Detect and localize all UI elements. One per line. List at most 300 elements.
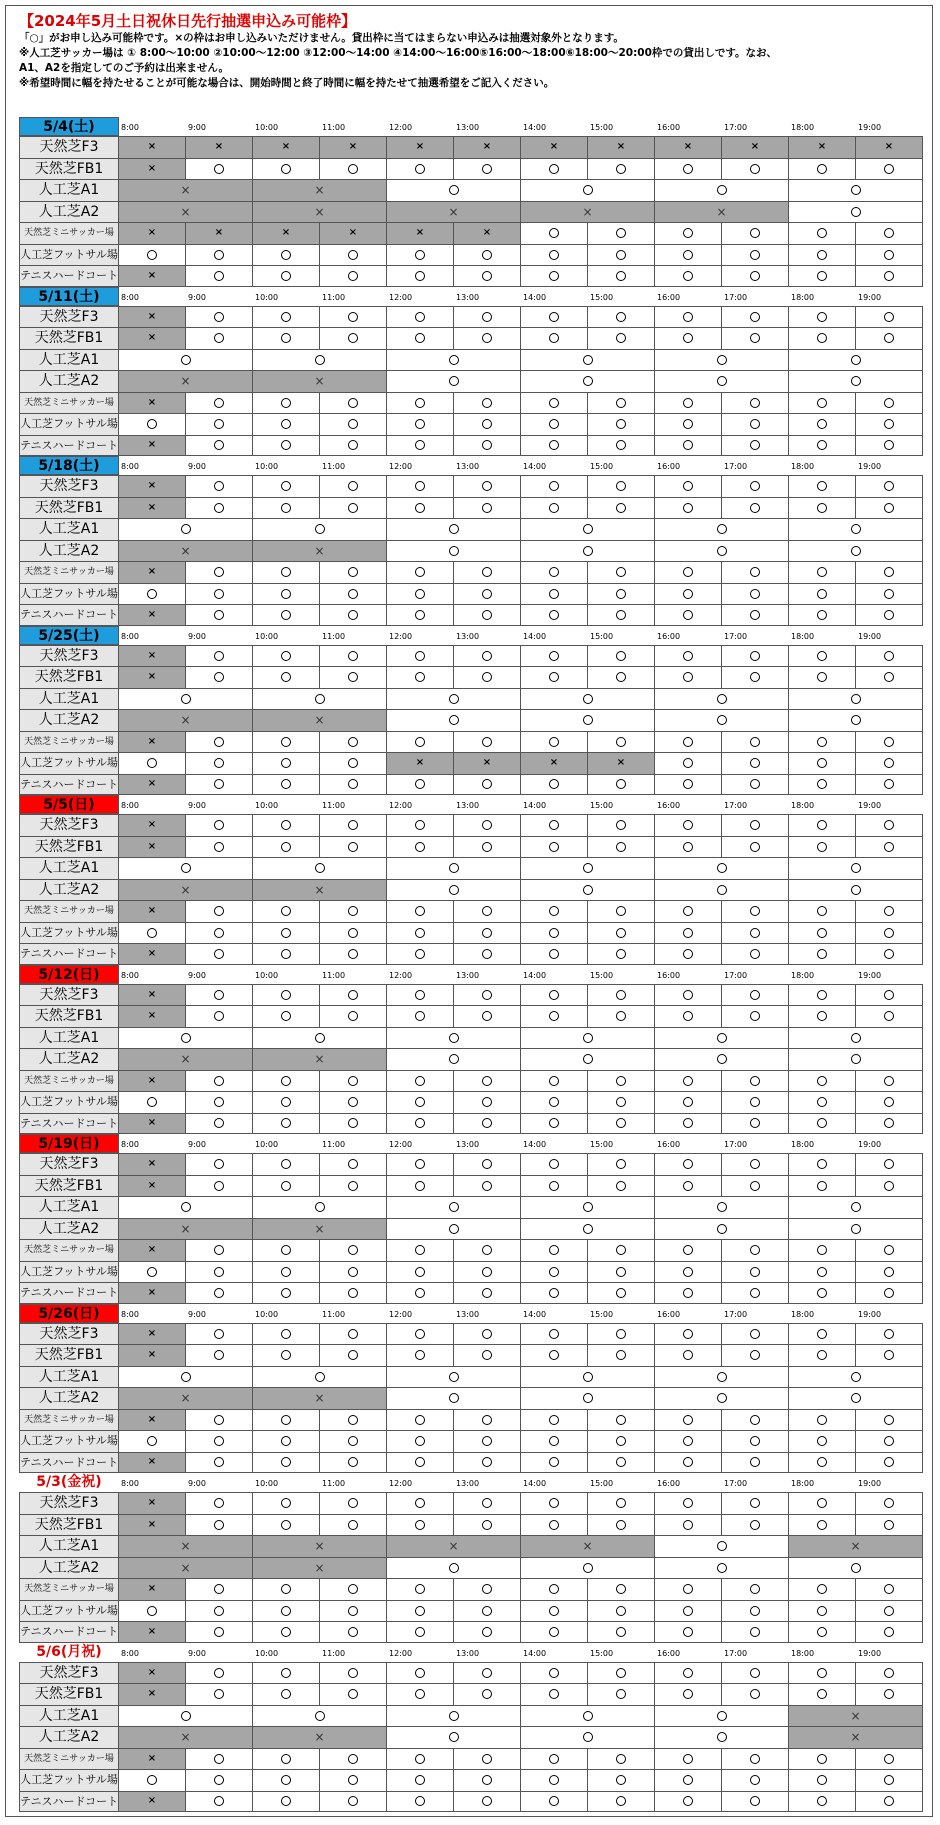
- slot-cell[interactable]: [789, 1240, 856, 1261]
- slot-cell[interactable]: [253, 858, 387, 879]
- slot-cell[interactable]: [320, 1114, 387, 1134]
- slot-cell[interactable]: [387, 646, 454, 667]
- slot-cell[interactable]: [722, 1431, 789, 1452]
- slot-cell[interactable]: [387, 667, 454, 688]
- slot-cell[interactable]: [387, 1345, 454, 1366]
- slot-cell[interactable]: [186, 1579, 253, 1600]
- slot-cell[interactable]: [387, 901, 454, 922]
- slot-cell[interactable]: [789, 414, 856, 435]
- slot-cell[interactable]: [387, 350, 521, 371]
- slot-cell[interactable]: [655, 858, 789, 879]
- slot-cell[interactable]: [521, 223, 588, 244]
- slot-cell[interactable]: [320, 1622, 387, 1642]
- slot-cell[interactable]: [789, 775, 856, 795]
- slot-cell[interactable]: [789, 732, 856, 753]
- slot-cell[interactable]: [856, 1601, 923, 1622]
- slot-cell[interactable]: [856, 837, 923, 858]
- slot-cell[interactable]: [722, 1071, 789, 1092]
- slot-cell[interactable]: [588, 667, 655, 688]
- slot-cell[interactable]: [655, 1367, 789, 1388]
- slot-cell[interactable]: [789, 837, 856, 858]
- slot-cell[interactable]: [789, 180, 923, 201]
- slot-cell[interactable]: [789, 350, 923, 371]
- slot-cell[interactable]: [655, 837, 722, 858]
- slot-cell[interactable]: [320, 266, 387, 286]
- slot-cell[interactable]: [789, 1749, 856, 1770]
- slot-cell[interactable]: [454, 732, 521, 753]
- slot-cell[interactable]: [521, 1324, 588, 1345]
- slot-cell[interactable]: [387, 1515, 454, 1536]
- slot-cell[interactable]: [253, 1601, 320, 1622]
- slot-cell[interactable]: [588, 1792, 655, 1812]
- slot-cell[interactable]: [722, 1154, 789, 1175]
- slot-cell[interactable]: [119, 1197, 253, 1218]
- slot-cell[interactable]: [387, 159, 454, 180]
- slot-cell[interactable]: [387, 1579, 454, 1600]
- slot-cell[interactable]: [320, 1515, 387, 1536]
- slot-cell[interactable]: [186, 1663, 253, 1684]
- slot-cell[interactable]: [722, 1176, 789, 1197]
- slot-cell[interactable]: [588, 1410, 655, 1431]
- slot-cell[interactable]: [521, 901, 588, 922]
- slot-cell[interactable]: [253, 1706, 387, 1727]
- slot-cell[interactable]: [253, 944, 320, 964]
- slot-cell[interactable]: [655, 1515, 722, 1536]
- slot-cell[interactable]: [722, 1283, 789, 1303]
- slot-cell[interactable]: [789, 923, 856, 944]
- slot-cell[interactable]: [588, 1515, 655, 1536]
- slot-cell[interactable]: [253, 775, 320, 795]
- slot-cell[interactable]: [454, 1579, 521, 1600]
- slot-cell[interactable]: [253, 562, 320, 583]
- slot-cell[interactable]: [186, 944, 253, 964]
- slot-cell[interactable]: [655, 223, 722, 244]
- slot-cell[interactable]: [320, 1006, 387, 1027]
- slot-cell[interactable]: [856, 1092, 923, 1113]
- slot-cell[interactable]: [320, 1431, 387, 1452]
- slot-cell[interactable]: [655, 1388, 789, 1409]
- slot-cell[interactable]: [521, 1071, 588, 1092]
- slot-cell[interactable]: [856, 1410, 923, 1431]
- slot-cell[interactable]: [722, 1092, 789, 1113]
- slot-cell[interactable]: [856, 498, 923, 519]
- slot-cell[interactable]: [387, 1388, 521, 1409]
- slot-cell[interactable]: [387, 1240, 454, 1261]
- slot-cell[interactable]: [521, 775, 588, 795]
- slot-cell[interactable]: [454, 414, 521, 435]
- slot-cell[interactable]: [789, 1558, 923, 1579]
- slot-cell[interactable]: [454, 1410, 521, 1431]
- slot-cell[interactable]: [789, 646, 856, 667]
- slot-cell[interactable]: [655, 880, 789, 901]
- slot-cell[interactable]: [387, 371, 521, 392]
- slot-cell[interactable]: [387, 180, 521, 201]
- slot-cell[interactable]: [722, 1601, 789, 1622]
- slot-cell[interactable]: [789, 328, 856, 349]
- slot-cell[interactable]: [655, 1283, 722, 1303]
- slot-cell[interactable]: [320, 1601, 387, 1622]
- slot-cell[interactable]: [722, 414, 789, 435]
- slot-cell[interactable]: [387, 985, 454, 1006]
- slot-cell[interactable]: [320, 498, 387, 519]
- slot-cell[interactable]: [789, 1324, 856, 1345]
- slot-cell[interactable]: [856, 393, 923, 414]
- slot-cell[interactable]: [789, 689, 923, 710]
- slot-cell[interactable]: [119, 1770, 186, 1791]
- slot-cell[interactable]: [320, 1684, 387, 1705]
- slot-cell[interactable]: [387, 1176, 454, 1197]
- slot-cell[interactable]: [588, 605, 655, 625]
- slot-cell[interactable]: [253, 837, 320, 858]
- slot-cell[interactable]: [655, 371, 789, 392]
- slot-cell[interactable]: [588, 1684, 655, 1705]
- slot-cell[interactable]: [655, 1706, 789, 1727]
- slot-cell[interactable]: [521, 815, 588, 836]
- slot-cell[interactable]: [856, 1283, 923, 1303]
- slot-cell[interactable]: [454, 985, 521, 1006]
- slot-cell[interactable]: [521, 414, 588, 435]
- slot-cell[interactable]: [454, 646, 521, 667]
- slot-cell[interactable]: [387, 1453, 454, 1473]
- slot-cell[interactable]: [789, 1049, 923, 1070]
- slot-cell[interactable]: [789, 1262, 856, 1283]
- slot-cell[interactable]: [521, 245, 588, 266]
- slot-cell[interactable]: [722, 646, 789, 667]
- slot-cell[interactable]: [856, 1176, 923, 1197]
- slot-cell[interactable]: [253, 436, 320, 456]
- slot-cell[interactable]: [722, 1515, 789, 1536]
- slot-cell[interactable]: [387, 245, 454, 266]
- slot-cell[interactable]: [789, 1028, 923, 1049]
- slot-cell[interactable]: [320, 1345, 387, 1366]
- slot-cell[interactable]: [387, 436, 454, 456]
- slot-cell[interactable]: [722, 837, 789, 858]
- slot-cell[interactable]: [856, 436, 923, 456]
- slot-cell[interactable]: [789, 1663, 856, 1684]
- slot-cell[interactable]: [588, 1749, 655, 1770]
- slot-cell[interactable]: [521, 646, 588, 667]
- slot-cell[interactable]: [655, 1431, 722, 1452]
- slot-cell[interactable]: [119, 245, 186, 266]
- slot-cell[interactable]: [521, 1601, 588, 1622]
- slot-cell[interactable]: [588, 1579, 655, 1600]
- slot-cell[interactable]: [387, 1114, 454, 1134]
- slot-cell[interactable]: [856, 1431, 923, 1452]
- slot-cell[interactable]: [387, 815, 454, 836]
- slot-cell[interactable]: [789, 1219, 923, 1240]
- slot-cell[interactable]: [655, 541, 789, 562]
- slot-cell[interactable]: [119, 1092, 186, 1113]
- slot-cell[interactable]: [722, 667, 789, 688]
- slot-cell[interactable]: [655, 584, 722, 605]
- slot-cell[interactable]: [588, 1770, 655, 1791]
- slot-cell[interactable]: [186, 753, 253, 774]
- slot-cell[interactable]: [387, 1262, 454, 1283]
- slot-cell[interactable]: [722, 266, 789, 286]
- slot-cell[interactable]: [722, 944, 789, 964]
- slot-cell[interactable]: [789, 476, 856, 497]
- slot-cell[interactable]: [387, 880, 521, 901]
- slot-cell[interactable]: [320, 923, 387, 944]
- slot-cell[interactable]: [655, 1493, 722, 1514]
- slot-cell[interactable]: [320, 985, 387, 1006]
- slot-cell[interactable]: [454, 1684, 521, 1705]
- slot-cell[interactable]: [722, 1240, 789, 1261]
- slot-cell[interactable]: [588, 646, 655, 667]
- slot-cell[interactable]: [655, 710, 789, 731]
- slot-cell[interactable]: [722, 1663, 789, 1684]
- slot-cell[interactable]: [253, 519, 387, 540]
- slot-cell[interactable]: [253, 753, 320, 774]
- slot-cell[interactable]: [320, 837, 387, 858]
- slot-cell[interactable]: [856, 732, 923, 753]
- slot-cell[interactable]: [722, 1770, 789, 1791]
- slot-cell[interactable]: [387, 519, 521, 540]
- slot-cell[interactable]: [521, 605, 588, 625]
- slot-cell[interactable]: [856, 159, 923, 180]
- slot-cell[interactable]: [789, 245, 856, 266]
- slot-cell[interactable]: [655, 689, 789, 710]
- slot-cell[interactable]: [856, 1663, 923, 1684]
- slot-cell[interactable]: [722, 753, 789, 774]
- slot-cell[interactable]: [722, 328, 789, 349]
- slot-cell[interactable]: [186, 1262, 253, 1283]
- slot-cell[interactable]: [789, 393, 856, 414]
- slot-cell[interactable]: [387, 689, 521, 710]
- slot-cell[interactable]: [655, 1770, 722, 1791]
- slot-cell[interactable]: [320, 159, 387, 180]
- slot-cell[interactable]: [320, 1240, 387, 1261]
- slot-cell[interactable]: [789, 1114, 856, 1134]
- slot-cell[interactable]: [253, 1197, 387, 1218]
- slot-cell[interactable]: [655, 1684, 722, 1705]
- slot-cell[interactable]: [186, 414, 253, 435]
- slot-cell[interactable]: [387, 1324, 454, 1345]
- slot-cell[interactable]: [454, 1154, 521, 1175]
- slot-cell[interactable]: [454, 605, 521, 625]
- slot-cell[interactable]: [789, 1345, 856, 1366]
- slot-cell[interactable]: [186, 1770, 253, 1791]
- slot-cell[interactable]: [387, 775, 454, 795]
- slot-cell[interactable]: [856, 1749, 923, 1770]
- slot-cell[interactable]: [856, 1114, 923, 1134]
- slot-cell[interactable]: [789, 605, 856, 625]
- slot-cell[interactable]: [387, 1770, 454, 1791]
- slot-cell[interactable]: [588, 266, 655, 286]
- slot-cell[interactable]: [588, 837, 655, 858]
- slot-cell[interactable]: [454, 393, 521, 414]
- slot-cell[interactable]: [722, 476, 789, 497]
- slot-cell[interactable]: [253, 1579, 320, 1600]
- slot-cell[interactable]: [856, 1453, 923, 1473]
- slot-cell[interactable]: [387, 562, 454, 583]
- slot-cell[interactable]: [320, 775, 387, 795]
- slot-cell[interactable]: [655, 1154, 722, 1175]
- slot-cell[interactable]: [320, 393, 387, 414]
- slot-cell[interactable]: [253, 1154, 320, 1175]
- slot-cell[interactable]: [588, 1154, 655, 1175]
- slot-cell[interactable]: [253, 985, 320, 1006]
- slot-cell[interactable]: [789, 1622, 856, 1642]
- slot-cell[interactable]: [186, 1431, 253, 1452]
- slot-cell[interactable]: [521, 923, 588, 944]
- slot-cell[interactable]: [655, 307, 722, 328]
- slot-cell[interactable]: [454, 1749, 521, 1770]
- slot-cell[interactable]: [253, 1324, 320, 1345]
- slot-cell[interactable]: [655, 266, 722, 286]
- slot-cell[interactable]: [454, 476, 521, 497]
- slot-cell[interactable]: [521, 1262, 588, 1283]
- slot-cell[interactable]: [789, 266, 856, 286]
- slot-cell[interactable]: [521, 710, 655, 731]
- slot-cell[interactable]: [722, 605, 789, 625]
- slot-cell[interactable]: [253, 393, 320, 414]
- slot-cell[interactable]: [588, 393, 655, 414]
- slot-cell[interactable]: [186, 646, 253, 667]
- slot-cell[interactable]: [521, 1197, 655, 1218]
- slot-cell[interactable]: [454, 1176, 521, 1197]
- slot-cell[interactable]: [387, 1197, 521, 1218]
- slot-cell[interactable]: [789, 858, 923, 879]
- slot-cell[interactable]: [454, 1071, 521, 1092]
- slot-cell[interactable]: [722, 732, 789, 753]
- slot-cell[interactable]: [253, 1770, 320, 1791]
- slot-cell[interactable]: [521, 1727, 655, 1748]
- slot-cell[interactable]: [856, 476, 923, 497]
- slot-cell[interactable]: [454, 775, 521, 795]
- slot-cell[interactable]: [521, 307, 588, 328]
- slot-cell[interactable]: [253, 328, 320, 349]
- slot-cell[interactable]: [320, 1283, 387, 1303]
- slot-cell[interactable]: [387, 1006, 454, 1027]
- slot-cell[interactable]: [186, 328, 253, 349]
- slot-cell[interactable]: [856, 1515, 923, 1536]
- slot-cell[interactable]: [521, 562, 588, 583]
- slot-cell[interactable]: [588, 1324, 655, 1345]
- slot-cell[interactable]: [588, 1176, 655, 1197]
- slot-cell[interactable]: [521, 159, 588, 180]
- slot-cell[interactable]: [856, 985, 923, 1006]
- slot-cell[interactable]: [655, 562, 722, 583]
- slot-cell[interactable]: [253, 732, 320, 753]
- slot-cell[interactable]: [655, 350, 789, 371]
- slot-cell[interactable]: [521, 985, 588, 1006]
- slot-cell[interactable]: [253, 1749, 320, 1770]
- slot-cell[interactable]: [588, 562, 655, 583]
- slot-cell[interactable]: [119, 350, 253, 371]
- slot-cell[interactable]: [454, 1792, 521, 1812]
- slot-cell[interactable]: [186, 393, 253, 414]
- slot-cell[interactable]: [387, 1493, 454, 1514]
- slot-cell[interactable]: [521, 667, 588, 688]
- slot-cell[interactable]: [387, 710, 521, 731]
- slot-cell[interactable]: [521, 732, 588, 753]
- slot-cell[interactable]: [588, 245, 655, 266]
- slot-cell[interactable]: [588, 476, 655, 497]
- slot-cell[interactable]: [253, 1028, 387, 1049]
- slot-cell[interactable]: [387, 1283, 454, 1303]
- slot-cell[interactable]: [722, 1579, 789, 1600]
- slot-cell[interactable]: [588, 815, 655, 836]
- slot-cell[interactable]: [454, 944, 521, 964]
- slot-cell[interactable]: [387, 1049, 521, 1070]
- slot-cell[interactable]: [789, 159, 856, 180]
- slot-cell[interactable]: [253, 1622, 320, 1642]
- slot-cell[interactable]: [588, 307, 655, 328]
- slot-cell[interactable]: [655, 1324, 722, 1345]
- slot-cell[interactable]: [119, 1601, 186, 1622]
- slot-cell[interactable]: [655, 1622, 722, 1642]
- slot-cell[interactable]: [655, 1262, 722, 1283]
- slot-cell[interactable]: [119, 923, 186, 944]
- slot-cell[interactable]: [856, 307, 923, 328]
- slot-cell[interactable]: [789, 710, 923, 731]
- slot-cell[interactable]: [521, 1410, 588, 1431]
- slot-cell[interactable]: [789, 1493, 856, 1514]
- slot-cell[interactable]: [521, 1006, 588, 1027]
- slot-cell[interactable]: [588, 732, 655, 753]
- slot-cell[interactable]: [253, 1493, 320, 1514]
- slot-cell[interactable]: [588, 1071, 655, 1092]
- slot-cell[interactable]: [789, 223, 856, 244]
- slot-cell[interactable]: [454, 837, 521, 858]
- slot-cell[interactable]: [186, 476, 253, 497]
- slot-cell[interactable]: [119, 1706, 253, 1727]
- slot-cell[interactable]: [387, 1601, 454, 1622]
- slot-cell[interactable]: [521, 1770, 588, 1791]
- slot-cell[interactable]: [387, 732, 454, 753]
- slot-cell[interactable]: [655, 923, 722, 944]
- slot-cell[interactable]: [521, 266, 588, 286]
- slot-cell[interactable]: [521, 1283, 588, 1303]
- slot-cell[interactable]: [856, 1579, 923, 1600]
- slot-cell[interactable]: [119, 753, 186, 774]
- slot-cell[interactable]: [655, 1663, 722, 1684]
- slot-cell[interactable]: [722, 923, 789, 944]
- slot-cell[interactable]: [119, 1262, 186, 1283]
- slot-cell[interactable]: [320, 1453, 387, 1473]
- slot-cell[interactable]: [588, 923, 655, 944]
- slot-cell[interactable]: [320, 815, 387, 836]
- slot-cell[interactable]: [253, 1114, 320, 1134]
- slot-cell[interactable]: [253, 646, 320, 667]
- slot-cell[interactable]: [387, 584, 454, 605]
- slot-cell[interactable]: [521, 1684, 588, 1705]
- slot-cell[interactable]: [588, 1240, 655, 1261]
- slot-cell[interactable]: [722, 1006, 789, 1027]
- slot-cell[interactable]: [856, 815, 923, 836]
- slot-cell[interactable]: [655, 732, 722, 753]
- slot-cell[interactable]: [119, 519, 253, 540]
- slot-cell[interactable]: [521, 498, 588, 519]
- slot-cell[interactable]: [253, 1792, 320, 1812]
- slot-cell[interactable]: [655, 180, 789, 201]
- slot-cell[interactable]: [789, 1601, 856, 1622]
- slot-cell[interactable]: [454, 1663, 521, 1684]
- slot-cell[interactable]: [186, 1410, 253, 1431]
- slot-cell[interactable]: [588, 414, 655, 435]
- slot-cell[interactable]: [588, 1601, 655, 1622]
- slot-cell[interactable]: [521, 519, 655, 540]
- slot-cell[interactable]: [454, 1092, 521, 1113]
- slot-cell[interactable]: [387, 1558, 521, 1579]
- slot-cell[interactable]: [320, 562, 387, 583]
- slot-cell[interactable]: [588, 328, 655, 349]
- slot-cell[interactable]: [521, 837, 588, 858]
- slot-cell[interactable]: [722, 159, 789, 180]
- slot-cell[interactable]: [320, 1154, 387, 1175]
- slot-cell[interactable]: [722, 584, 789, 605]
